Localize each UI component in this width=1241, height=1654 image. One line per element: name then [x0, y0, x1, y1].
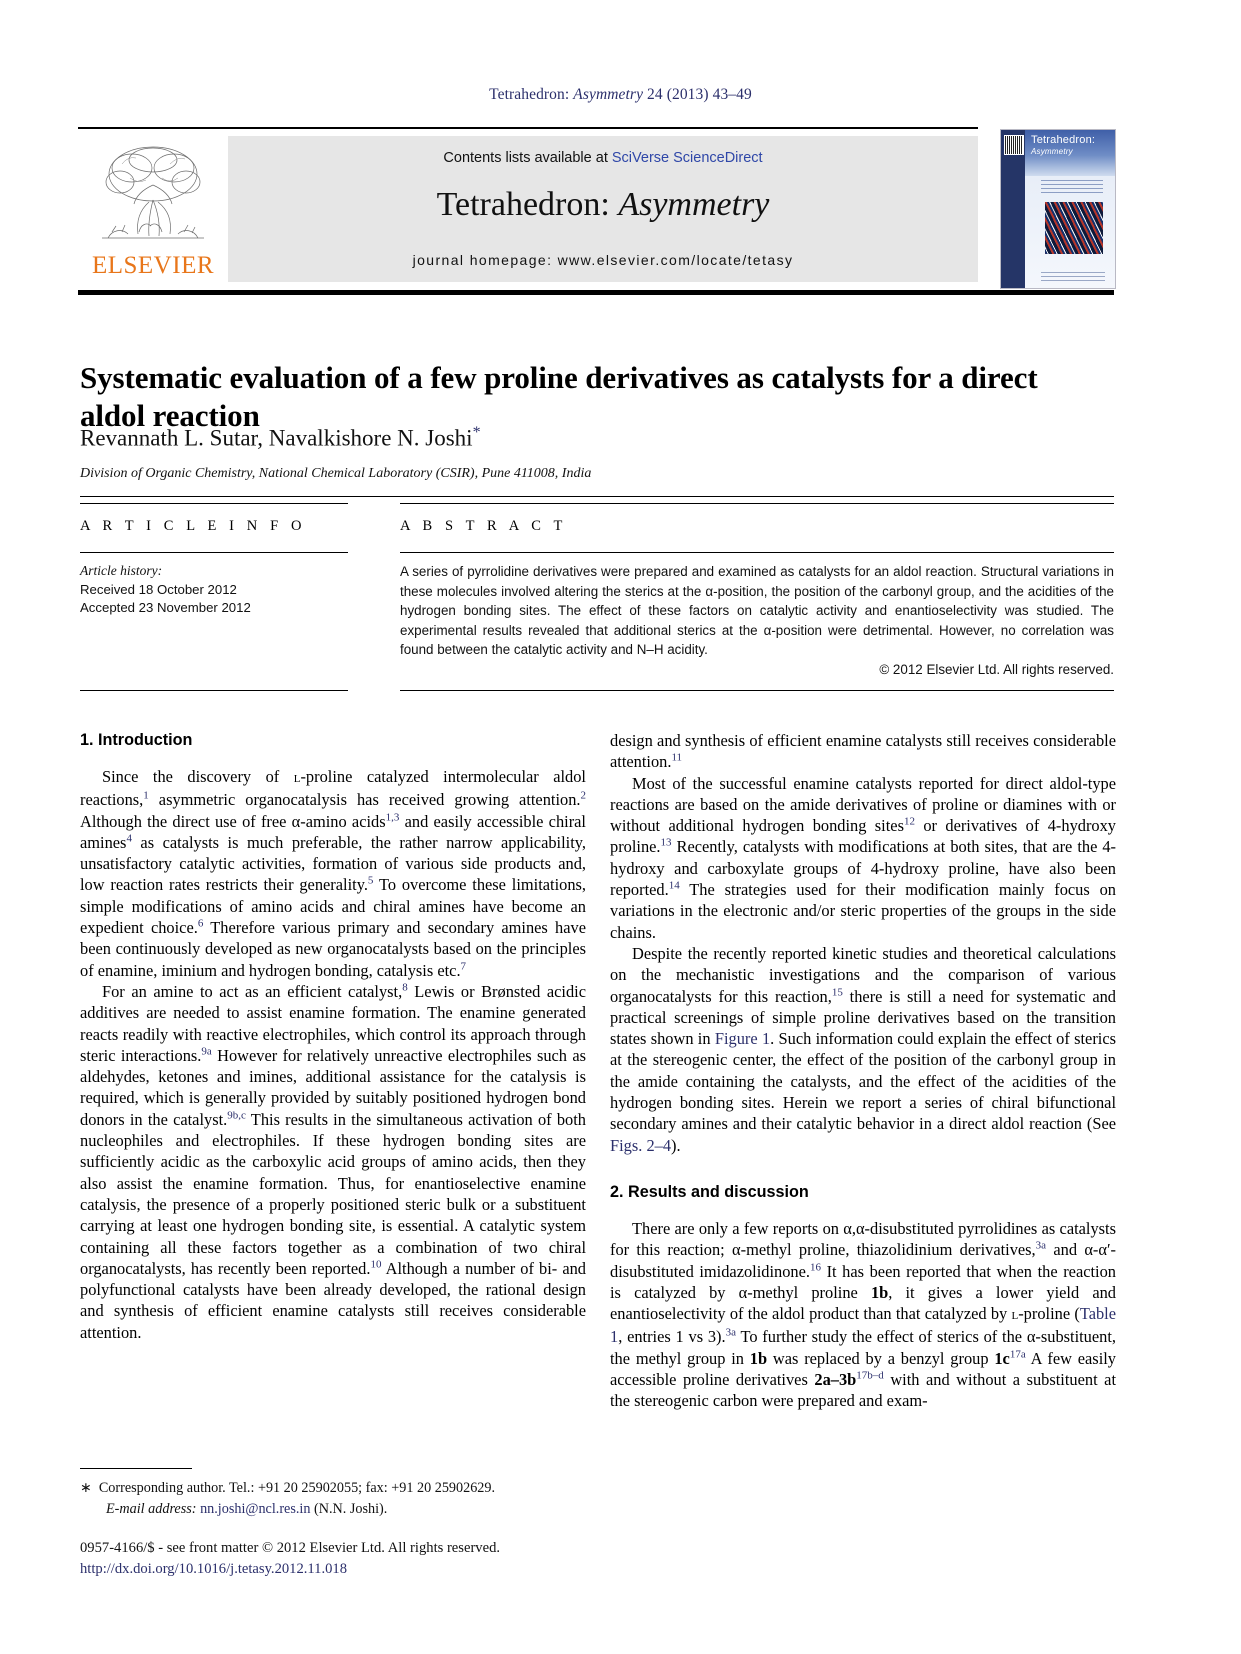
email-label: E-mail address: [106, 1501, 197, 1517]
abstract-heading-rule [400, 552, 1114, 553]
abstract-heading: A B S T R A C T [400, 518, 567, 534]
running-head-journal: Tetrahedron: [489, 86, 570, 103]
compound-1c: 1c [994, 1348, 1010, 1368]
ref-7[interactable]: 7 [460, 960, 467, 973]
t: . Such information could explain the effect of sterics at the stereogenic center, the effect of the position of the carbonyl group in the amide containing the catalysts, and the effect of the acidities of the hydrogen bonding sites. Herein we report a series of chiral bifunctional secondary amines and their catalytic behavior in a direct aldol reaction (See [610, 1029, 1116, 1134]
contents-line [228, 150, 978, 166]
abstract-copyright: © 2012 Elsevier Ltd. All rights reserved. [879, 662, 1114, 677]
t: -proline catalyzed intermolecular aldol reactions, [80, 767, 586, 810]
ref-10[interactable]: 10 [370, 1258, 382, 1271]
elsevier-tree-icon [92, 140, 214, 252]
ref-12[interactable]: 12 [903, 815, 915, 828]
t: It has been reported that when the reaction is catalyzed by α-methyl proline [610, 1261, 1116, 1302]
journal-band [228, 136, 978, 282]
t: or derivatives of 4-hydroxy proline. [610, 816, 1116, 857]
t: Lewis or Brønsted acidic additives are needed to assist enamine formation. The enamine generated reacts readily with reactive electrophiles, which control its approach through steric interactions. [80, 981, 586, 1065]
info-rule-top [80, 496, 1114, 497]
t: design and synthesis of efficient enamine catalysts still receives considerable attention. [610, 731, 1116, 772]
ref-17bd[interactable]: 17b–d [856, 1369, 884, 1382]
received-date: Received 18 October 2012 [80, 581, 237, 597]
ref-9a[interactable]: 9a [201, 1045, 212, 1058]
t: However for relatively unreactive electrophiles such as aldehydes, ketones and imines, additional assistance for the catalysis is required, which is generally provided by suitably positioned hydrogen bond donors in the catalyst. [80, 1045, 586, 1129]
t: there is still a need for systematic and practical screenings of simple proline derivatives based on the transition states shown in [610, 986, 1116, 1049]
t: Most of the successful enamine catalysts reported for direct aldol-type reactions are based on the amide derivatives of proline or diamines with or without additional hydrogen bonding sites [610, 773, 1116, 836]
small-caps-l: l [293, 770, 301, 786]
ref-16[interactable]: 16 [809, 1261, 821, 1274]
small-caps-l: l [1011, 1307, 1019, 1324]
compound-2a-3b: 2a–3b [814, 1370, 857, 1390]
ref-14[interactable]: 14 [668, 879, 680, 892]
author-names: Revannath L. Sutar, Navalkishore N. Joshi [80, 425, 473, 451]
article-history [80, 562, 360, 618]
t: This results in the simultaneous activation of both nucleophiles and electrophiles. If these hydrogen bonding sites are sufficiently acidic as the carboxylic acid groups of amino acids, then they also assist the enamine formation. Thus, for enantioselective enamine catalysis, the presence of a properly positioned steric bulk or a substituent carrying at least one hydrogen bonding site, is essential. A catalytic system containing all these factors together as a combination of two chiral organocatalysts, has recently been reported. [80, 1109, 586, 1278]
footnote-line-1 [80, 1478, 590, 1499]
doi-link[interactable]: http://dx.doi.org/10.1016/j.tetasy.2012.11.018 [80, 1561, 348, 1577]
body-column-right [610, 730, 1116, 1412]
ref-1-3[interactable]: 1,3 [385, 811, 400, 824]
t: , it gives a lower yield and enantioselectivity of the aldol product than that catalyzed by [610, 1282, 1116, 1324]
t: Although the direct use of free α-amino acids [80, 811, 386, 831]
t: A few easily accessible proline derivatives [610, 1348, 1116, 1390]
journal-title-main: Tetrahedron: [436, 186, 619, 223]
barcode-icon [1004, 135, 1024, 155]
paragraph-intro-2 [80, 981, 586, 1343]
masthead [78, 136, 978, 282]
abstract-text: A series of pyrrolidine derivatives were prepared and examined as catalysts for an aldol reaction. Structural variations in these molecules involved altering the sterics at the α-position, the position of the carbonyl group, and the acidities of the hydrogen bonding sites. The effect of these factors on catalytic activity and enantioselectivity was studied. The experimental results revealed that additional sterics at the α-position were detrimental. However, no correlation was found between the catalytic activity and N–H acidity. [400, 564, 1114, 658]
cover-title-line2: Asymmetry [1031, 147, 1073, 156]
article-info-heading: A R T I C L E I N F O [80, 518, 307, 534]
t: To further study the effect of sterics of the α-substituent, the methyl group in [610, 1327, 1116, 1368]
contents-prefix: Contents lists available at [443, 150, 612, 166]
compound-1b: 1b [870, 1282, 889, 1302]
email-link[interactable]: nn.joshi@ncl.res.in [200, 1501, 311, 1517]
ref-9bc[interactable]: 9b,c [227, 1109, 246, 1122]
running-head-journal-italic: Asymmetry [573, 86, 644, 103]
t: and α-α′-disubstituted imidazolidinone. [610, 1240, 1116, 1281]
t: To overcome these limitations, simple modifications of amino acids and chiral amines have become an expedient choice. [80, 875, 586, 938]
journal-homepage[interactable]: journal homepage: www.elsevier.com/locate/tetasy [412, 252, 794, 268]
section-heading-introduction: 1. Introduction [80, 731, 193, 749]
t: For an amine to act as an efficient catalyst, [102, 981, 403, 1001]
ref-6[interactable]: 6 [197, 917, 204, 930]
section-heading-results: 2. Results and discussion [610, 1182, 809, 1201]
ref-4[interactable]: 4 [126, 832, 132, 845]
t: was replaced by a benzyl group [767, 1348, 995, 1368]
ref-3a[interactable]: 3a [1035, 1239, 1047, 1252]
ref-13[interactable]: 13 [660, 837, 672, 850]
footnote-rule [80, 1468, 192, 1469]
figure-1-link[interactable]: Figure 1 [714, 1029, 771, 1049]
ref-11[interactable]: 11 [671, 751, 683, 764]
paragraph-intro-3 [610, 773, 1116, 943]
accepted-date: Accepted 23 November 2012 [80, 600, 251, 615]
masthead-bottom-rule [78, 290, 1114, 295]
masthead-top-rule [78, 127, 978, 129]
info-heading-rule [80, 552, 348, 553]
footnote-block [80, 1478, 590, 1520]
affiliation: Division of Organic Chemistry, National Chemical Laboratory (CSIR), Pune 411008, India [80, 466, 592, 481]
t: with and without a substituent at the stereogenic carbon were prepared and exam- [610, 1370, 1116, 1411]
imprint-line: 0957-4166/$ - see front matter © 2012 Elsevier Ltd. All rights reserved. [80, 1540, 501, 1556]
cover-text-lines [1041, 180, 1103, 194]
abstract-rule-right [400, 503, 1114, 504]
article-history-label: Article history: [80, 563, 163, 578]
ref-5[interactable]: 5 [367, 875, 374, 888]
running-head-citation: 24 (2013) 43–49 [647, 86, 752, 103]
t: ). [671, 1135, 681, 1155]
imprint-block [80, 1538, 640, 1580]
author-list [80, 424, 1110, 452]
elsevier-wordmark: ELSEVIER [91, 252, 215, 279]
journal-title-italic: Asymmetry [618, 186, 770, 223]
body-column-left [80, 730, 586, 1343]
t: Therefore various primary and secondary amines have been continuously developed as new organocatalysts based on the principles of enamine, iminium and hydrogen bonding, catalysis etc. [80, 918, 586, 980]
paragraph-intro-4 [610, 943, 1116, 1156]
corresponding-author-marker: * [472, 424, 481, 441]
t: Despite the recently reported kinetic studies and theoretical calculations on the mechanistic investigations and the comparison of various organocatalysts for this reaction, [610, 943, 1116, 1006]
cover-artwork [1045, 202, 1103, 254]
info-rule-bottom [80, 690, 348, 691]
email-owner: (N.N. Joshi). [314, 1501, 388, 1517]
compound-1b-2: 1b [749, 1348, 768, 1368]
table-1-link[interactable]: Table 1 [610, 1304, 1116, 1347]
cover-title-line1: Tetrahedron: [1031, 134, 1096, 146]
cover-footer-lines [1041, 272, 1105, 282]
t: Since the discovery of [102, 767, 294, 786]
corresponding-author-details: Corresponding author. Tel.: +91 20 25902055; fax: +91 20 25902629. [98, 1480, 496, 1496]
running-head [0, 86, 1241, 104]
t: -proline ( [1018, 1304, 1080, 1324]
info-rule-left [80, 503, 348, 504]
t: There are only a few reports on α,α-disubstituted pyrrolidines as catalysts for this reaction; α-methyl proline, thiazolidinium derivatives, [610, 1218, 1116, 1260]
journal-title [228, 186, 978, 224]
journal-cover-thumbnail [1000, 129, 1116, 289]
paragraph-intro-2-cont [610, 730, 1116, 773]
t: Recently, catalysts with modifications at both sites, that are the 4-hydroxy and carboxylate groups of 4-hydroxy proline, have also been reported. [610, 837, 1116, 900]
t: , entries 1 vs 3). [618, 1327, 726, 1347]
t: Although a number of bi- and polyfunctional catalysts have been already developed, the rational design and synthesis of efficient enamine catalysts still receives considerable attention. [80, 1258, 586, 1342]
t: The strategies used for their modification mainly focus on variations in the electronic and/or steric properties of the groups in the side chains. [610, 880, 1116, 942]
t: and easily accessible chiral amines [80, 811, 586, 852]
figures-2-4-link[interactable]: Figs. 2–4 [610, 1135, 672, 1155]
ref-1[interactable]: 1 [143, 789, 149, 802]
t: asymmetric organocatalysis has received growing attention. [148, 790, 581, 810]
ref-3a-2[interactable]: 3a [725, 1326, 736, 1339]
ref-15[interactable]: 15 [831, 986, 843, 999]
abstract-rule-bottom [400, 690, 1114, 691]
ref-2[interactable]: 2 [580, 789, 586, 802]
elsevier-logo [78, 136, 226, 282]
page-title: Systematic evaluation of a few proline derivatives as catalysts for a direct aldol reaction [80, 359, 1038, 433]
ref-17a[interactable]: 17a [1009, 1348, 1026, 1361]
paragraph-intro-1 [80, 766, 586, 981]
cover-title [1031, 135, 1095, 157]
paragraph-results-1 [610, 1218, 1116, 1412]
ref-8[interactable]: 8 [402, 981, 408, 994]
sciencedirect-link[interactable]: SciVerse ScienceDirect [611, 150, 763, 166]
footnote-line-2 [80, 1499, 590, 1520]
asterisk-icon: ∗ [80, 1481, 92, 1496]
t: as catalysts is much preferable, the rather narrow applicability, unsatisfactory catalytic activities, formation of various side products and, low reaction rates restricts their generality. [80, 832, 586, 895]
